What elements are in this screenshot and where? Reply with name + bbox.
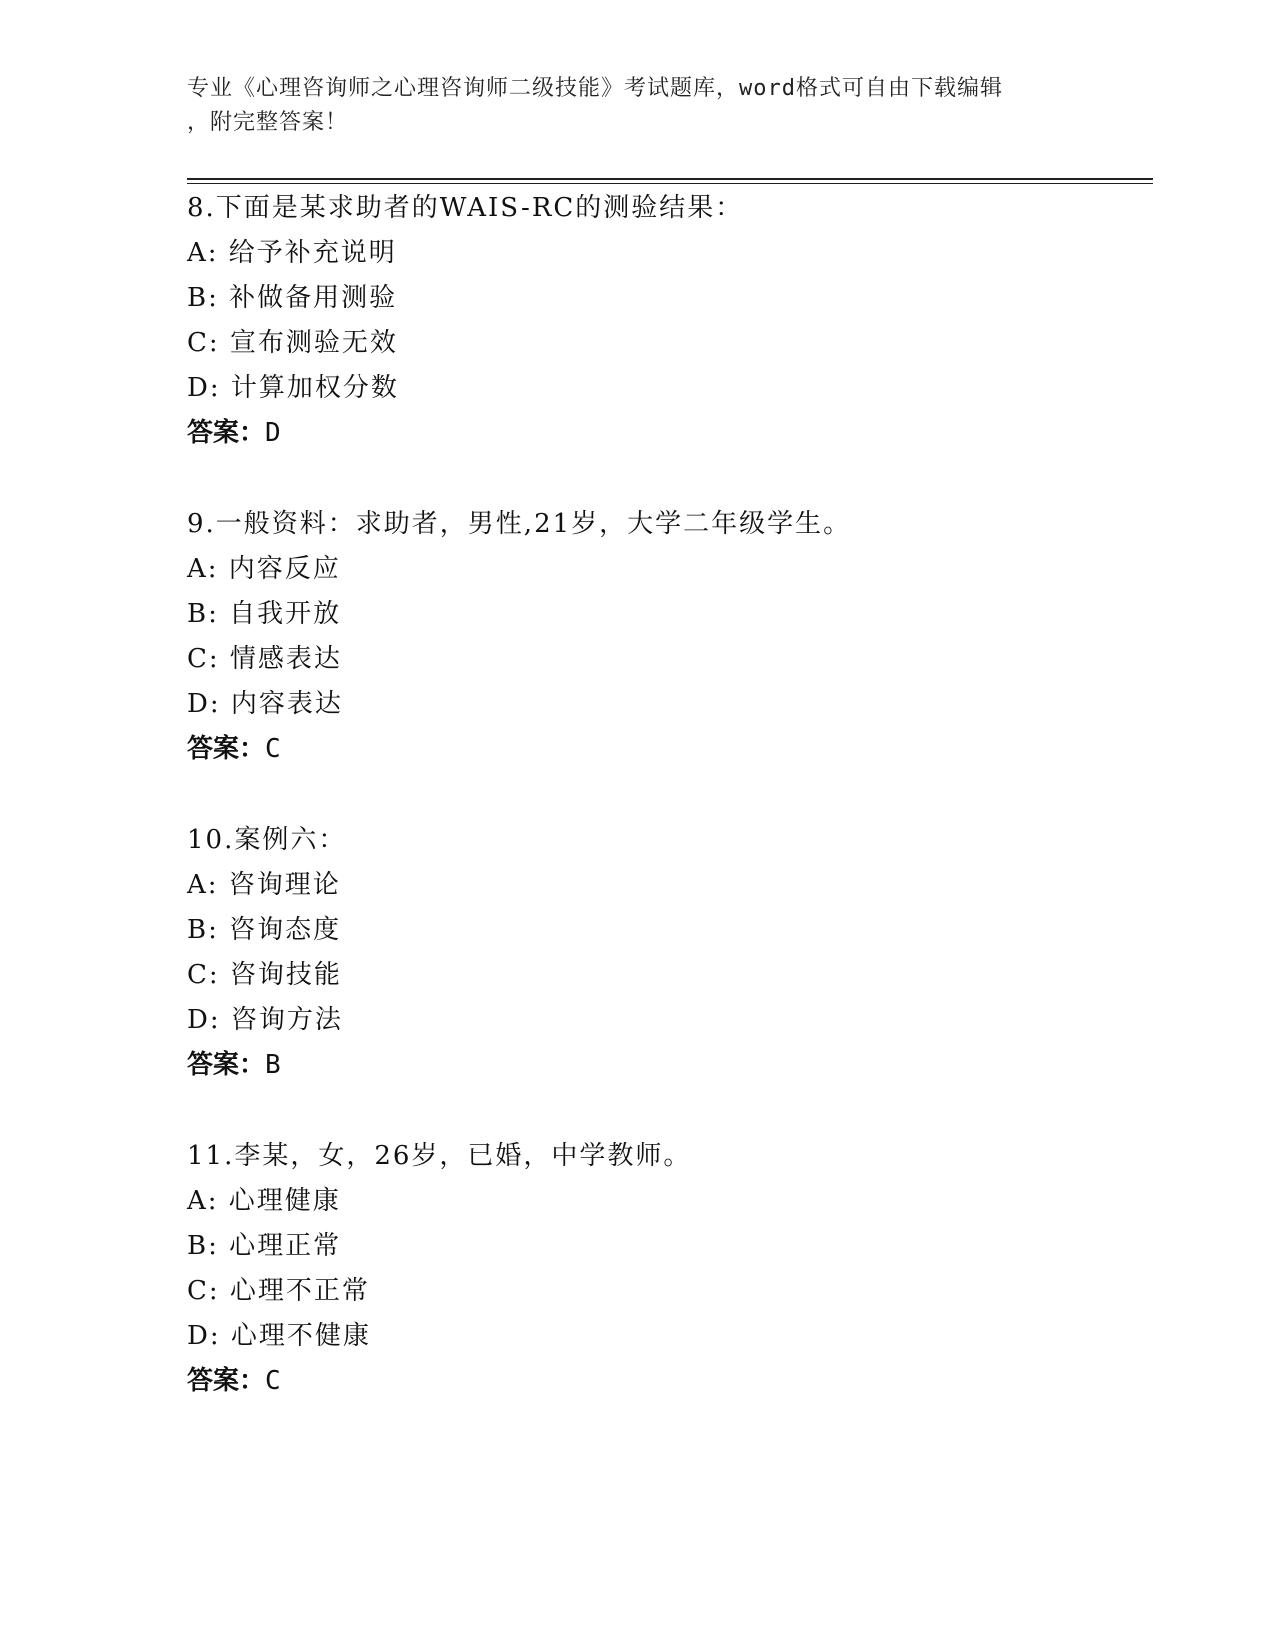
option-c: C: 情感表达 — [187, 644, 342, 674]
answer-label: 答案： — [187, 1050, 266, 1080]
answer-value: C — [265, 1366, 281, 1396]
header-line-1: 专业《心理咨询师之心理咨询师二级技能》考试题库，word格式可自由下载编辑 — [187, 76, 1003, 101]
answer-value: D — [265, 418, 281, 448]
question-stem: 9.一般资料：求助者，男性,21岁，大学二年级学生。 — [187, 509, 852, 539]
question-stem: 11.李某，女，26岁，已婚，中学教师。 — [187, 1141, 692, 1171]
option-d: D: 咨询方法 — [187, 1005, 343, 1035]
header-divider — [187, 178, 1153, 184]
answer-value: C — [265, 734, 281, 764]
option-c: C: 宣布测验无效 — [187, 328, 398, 358]
answer-value: B — [265, 1050, 281, 1080]
answer-label: 答案： — [187, 734, 266, 764]
option-a: A: 心理健康 — [187, 1186, 341, 1216]
option-d: D: 心理不健康 — [187, 1321, 371, 1351]
option-b: B: 自我开放 — [187, 599, 342, 629]
question-10 — [187, 818, 1147, 1088]
option-d: D: 内容表达 — [187, 689, 343, 719]
question-stem: 10.案例六： — [187, 825, 347, 855]
option-a: A: 咨询理论 — [187, 870, 341, 900]
option-c: C: 咨询技能 — [187, 960, 342, 990]
option-b: B: 心理正常 — [187, 1231, 342, 1261]
option-b: B: 补做备用测验 — [187, 283, 398, 313]
document-header — [187, 72, 1067, 140]
question-8 — [187, 186, 1147, 456]
option-a: A: 内容反应 — [187, 554, 341, 584]
option-a: A: 给予补充说明 — [187, 238, 397, 268]
answer-line — [187, 1359, 1147, 1404]
question-stem: 8.下面是某求助者的WAIS-RC的测验结果： — [187, 193, 744, 223]
question-9 — [187, 502, 1147, 772]
answer-label: 答案： — [187, 418, 266, 448]
question-11 — [187, 1134, 1147, 1404]
answer-line — [187, 411, 1147, 456]
answer-line — [187, 727, 1147, 772]
header-line-2: ，附完整答案！ — [187, 110, 349, 135]
option-d: D: 计算加权分数 — [187, 373, 399, 403]
option-c: C: 心理不正常 — [187, 1276, 370, 1306]
option-b: B: 咨询态度 — [187, 915, 342, 945]
answer-label: 答案： — [187, 1366, 266, 1396]
answer-line — [187, 1043, 1147, 1088]
